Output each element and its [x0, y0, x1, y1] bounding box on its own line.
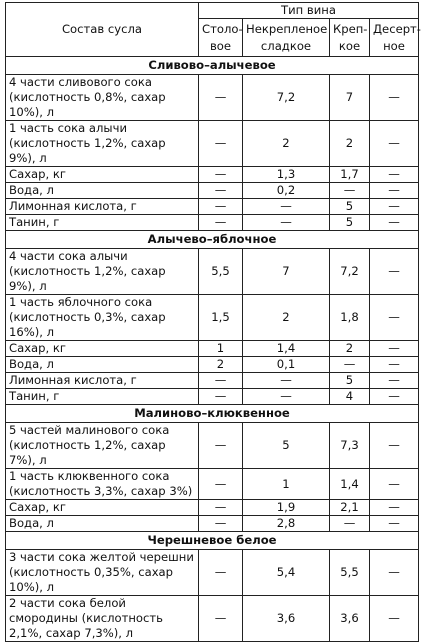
cell-dessert: —: [370, 596, 419, 642]
table-row: [6, 199, 419, 215]
row-label: Лимонная кислота, г: [6, 199, 199, 215]
table-row: [6, 469, 419, 500]
section-header-row: [6, 57, 419, 75]
header-composition: Состав сусла: [6, 3, 199, 57]
cell-sweet: 1,3: [243, 167, 330, 183]
row-label: 1 часть клюквенного сока (кислотность 3,3%, сахар 3%): [6, 469, 199, 500]
cell-dessert: —: [370, 183, 419, 199]
section-title: Черешневое белое: [6, 532, 419, 550]
cell-sweet: 1,4: [243, 341, 330, 357]
cell-strong: 4: [330, 389, 370, 405]
header-col-strong: Креп-кое: [330, 19, 370, 57]
cell-strong: 7: [330, 75, 370, 121]
cell-strong: 5: [330, 199, 370, 215]
cell-table: —: [199, 596, 243, 642]
cell-table: —: [199, 500, 243, 516]
cell-table: 1,5: [199, 295, 243, 341]
cell-sweet: 2: [243, 121, 330, 167]
wine-must-table: [5, 2, 419, 642]
cell-sweet: 7: [243, 249, 330, 295]
cell-sweet: —: [243, 215, 330, 231]
cell-table: —: [199, 199, 243, 215]
table-row: [6, 550, 419, 596]
cell-table: —: [199, 423, 243, 469]
cell-table: 2: [199, 357, 243, 373]
cell-dessert: —: [370, 500, 419, 516]
cell-strong: 1,8: [330, 295, 370, 341]
cell-dessert: —: [370, 121, 419, 167]
section-title: Алычево–яблочное: [6, 231, 419, 249]
cell-table: —: [199, 167, 243, 183]
cell-dessert: —: [370, 341, 419, 357]
cell-strong: 5: [330, 215, 370, 231]
cell-table: 1: [199, 341, 243, 357]
cell-strong: 1,4: [330, 469, 370, 500]
cell-strong: —: [330, 183, 370, 199]
table-row: [6, 295, 419, 341]
row-label: 1 часть сока алычи (кислотность 1,2%, сахар 9%), л: [6, 121, 199, 167]
table-row: [6, 167, 419, 183]
table-row: [6, 121, 419, 167]
cell-table: —: [199, 121, 243, 167]
table-row: [6, 423, 419, 469]
cell-table: —: [199, 516, 243, 532]
cell-sweet: 7,2: [243, 75, 330, 121]
cell-table: —: [199, 215, 243, 231]
cell-sweet: 3,6: [243, 596, 330, 642]
section-header-row: [6, 532, 419, 550]
table-body: [6, 57, 419, 642]
cell-dessert: —: [370, 423, 419, 469]
cell-table: —: [199, 75, 243, 121]
cell-dessert: —: [370, 357, 419, 373]
cell-dessert: —: [370, 75, 419, 121]
row-label: Танин, г: [6, 389, 199, 405]
cell-dessert: —: [370, 516, 419, 532]
cell-strong: 2: [330, 341, 370, 357]
table-row: [6, 373, 419, 389]
cell-sweet: 1,9: [243, 500, 330, 516]
cell-table: —: [199, 550, 243, 596]
row-label: 4 части сливового сока (кислотность 0,8%, сахар 10%), л: [6, 75, 199, 121]
cell-table: —: [199, 373, 243, 389]
table-row: [6, 249, 419, 295]
cell-dessert: —: [370, 215, 419, 231]
table-row: [6, 500, 419, 516]
row-label: Вода, л: [6, 357, 199, 373]
cell-strong: 1,7: [330, 167, 370, 183]
table-row: [6, 75, 419, 121]
section-title: Малиново–клюквенное: [6, 405, 419, 423]
section-header-row: [6, 405, 419, 423]
row-label: Сахар, кг: [6, 500, 199, 516]
cell-strong: —: [330, 516, 370, 532]
cell-table: —: [199, 389, 243, 405]
table-row: [6, 183, 419, 199]
cell-sweet: 5,4: [243, 550, 330, 596]
cell-sweet: —: [243, 199, 330, 215]
cell-sweet: 0,1: [243, 357, 330, 373]
table-row: [6, 215, 419, 231]
cell-strong: —: [330, 357, 370, 373]
row-label: Танин, г: [6, 215, 199, 231]
table-row: [6, 341, 419, 357]
table-row: [6, 357, 419, 373]
cell-sweet: 2,8: [243, 516, 330, 532]
cell-dessert: —: [370, 389, 419, 405]
row-label: 3 части сока желтой черешни (кислотность 0,35%, сахар 10%), л: [6, 550, 199, 596]
cell-table: 5,5: [199, 249, 243, 295]
row-label: Лимонная кислота, г: [6, 373, 199, 389]
row-label: 5 частей малинового сока (кислотность 1,2%, сахар 7%), л: [6, 423, 199, 469]
cell-sweet: —: [243, 389, 330, 405]
cell-dessert: —: [370, 167, 419, 183]
table-row: [6, 516, 419, 532]
row-label: 2 части сока белой смородины (кислотность 2,1%, сахар 7,3%), л: [6, 596, 199, 642]
row-label: Вода, л: [6, 183, 199, 199]
table-row: [6, 596, 419, 642]
section-title: Сливово–алычевое: [6, 57, 419, 75]
row-label: 1 часть яблочного сока (кислотность 0,3%, сахар 16%), л: [6, 295, 199, 341]
cell-strong: 3,6: [330, 596, 370, 642]
section-header-row: [6, 231, 419, 249]
row-label: 4 части сока алычи (кислотность 1,2%, сахар 9%), л: [6, 249, 199, 295]
cell-sweet: —: [243, 373, 330, 389]
cell-strong: 2: [330, 121, 370, 167]
cell-dessert: —: [370, 469, 419, 500]
row-label: Сахар, кг: [6, 167, 199, 183]
cell-sweet: 1: [243, 469, 330, 500]
cell-dessert: —: [370, 550, 419, 596]
cell-dessert: —: [370, 295, 419, 341]
cell-dessert: —: [370, 199, 419, 215]
row-label: Вода, л: [6, 516, 199, 532]
table-row: [6, 389, 419, 405]
cell-strong: 5,5: [330, 550, 370, 596]
cell-sweet: 2: [243, 295, 330, 341]
header-col-dessert: Десерт-ное: [370, 19, 419, 57]
cell-sweet: 0,2: [243, 183, 330, 199]
cell-table: —: [199, 183, 243, 199]
cell-strong: 7,3: [330, 423, 370, 469]
cell-dessert: —: [370, 249, 419, 295]
header-col-sweet: Некрепленое сладкое: [243, 19, 330, 57]
header-wine-type: Тип вина: [199, 3, 419, 19]
cell-strong: 7,2: [330, 249, 370, 295]
cell-table: —: [199, 469, 243, 500]
cell-dessert: —: [370, 373, 419, 389]
row-label: Сахар, кг: [6, 341, 199, 357]
cell-strong: 5: [330, 373, 370, 389]
cell-strong: 2,1: [330, 500, 370, 516]
header-col-table: Столо-вое: [199, 19, 243, 57]
cell-sweet: 5: [243, 423, 330, 469]
